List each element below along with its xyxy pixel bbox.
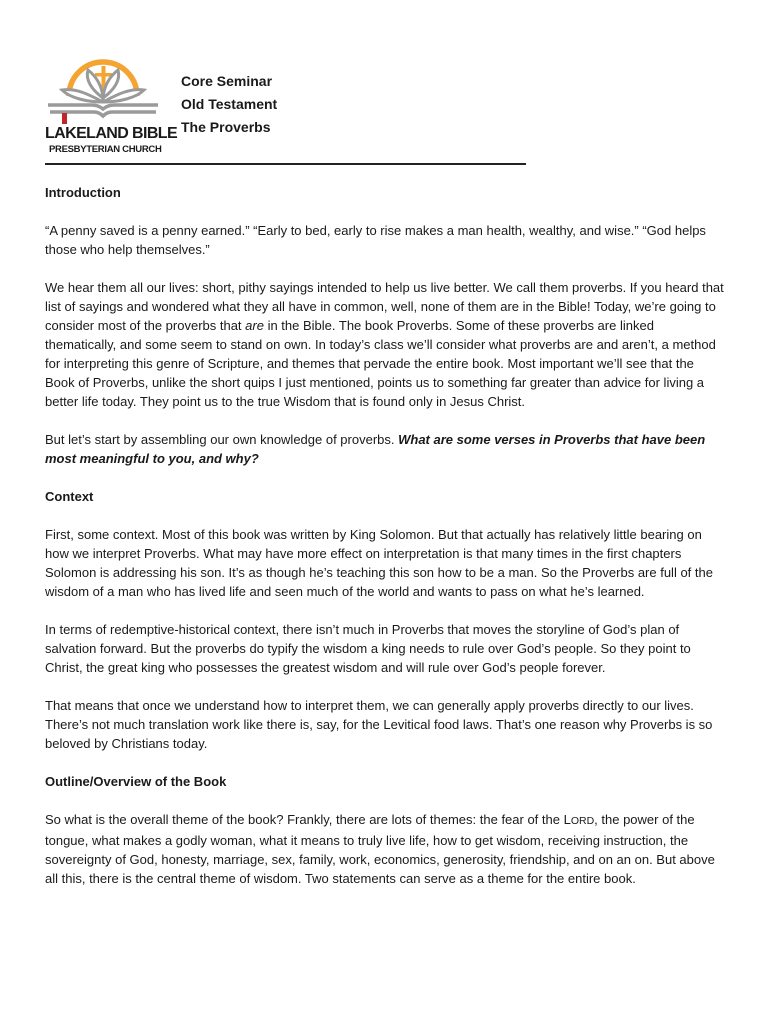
outline-paragraph-1 [45,810,725,888]
logo-emblem-icon [36,36,171,126]
title-testament: Old Testament [181,96,278,112]
intro-p2-text-b: in the Bible. The book Proverbs. Some of these proverbs are linked thematically, and some seem to stand on own. In today’s class we’ll consider what proverbs are and aren’t, a method for interpreting this genre of Scripture, and themes that pervade the entire book. Most important we’ll see that the Book of Proverbs, unlike the short quips I just mentioned, points us to something far greater than advice for living a better life today. They point us to the true Wisdom that is found only in Jesus Christ. [45,318,716,409]
heading-introduction: Introduction [45,185,121,200]
intro-p2-text-a: We hear them all our lives: short, pithy sayings intended to help us live better. We call them proverbs. If you heard that list of sayings and wondered what they all have in common, well, none of them are in the Bible! Today, we’re going to consider most of the proverbs that [45,280,724,333]
heading-context: Context [45,489,94,504]
document-header [36,36,536,156]
context-paragraph-3: That means that once we understand how to interpret them, we can generally apply proverbs directly to our lives. There’s not much translation work like there is, say, for the Levitical food laws. That’s one reason why Proverbs is so beloved by Christians today. [45,698,713,751]
title-course: Core Seminar [181,73,273,89]
title-book: The Proverbs [181,119,271,135]
context-paragraph-2: In terms of redemptive-historical context, there isn’t much in Proverbs that moves the storyline of God’s plan of salvation forward. But the proverbs do typify the wisdom a king needs to rule over God’s people. So they point to Christ, the great king who possesses the greatest wisdom and will rule over God’s people forever. [45,622,691,675]
intro-p3-text: But let’s start by assembling our own knowledge of proverbs. [45,432,399,447]
discussion-question: What are some verses in Proverbs that have been most meaningful to you, and why? [45,432,706,466]
intro-p2-emphasis: are [245,318,264,333]
outline-p1-text-a: So what is the overall theme of the book? Frankly, there are lots of themes: the fear of the L [45,812,571,827]
document-body [45,183,725,907]
intro-paragraph-3 [45,430,725,468]
intro-paragraph-2 [45,278,725,411]
logo-subtitle: PRESBYTERIAN CHURCH [49,144,162,155]
document-titles [181,70,277,139]
intro-paragraph-1: “A penny saved is a penny earned.” “Early to bed, early to rise makes a man health, wealthy, and wise.” “God helps those who help themselves.” [45,223,706,257]
heading-outline: Outline/Overview of the Book [45,774,227,789]
context-paragraph-1: First, some context. Most of this book was written by King Solomon. But that actually has relatively little bearing on how we interpret Proverbs. What may have more effect on interpretation is that many times in the first chapters Solomon is addressing his son. It’s as though he’s teaching this son how to be a man. So the Proverbs are full of the wisdom of a man who has lived life and seen much of the world and wants to pass on what he’s learned. [45,527,713,599]
church-logo [36,36,178,161]
logo-title: LAKELAND BIBLE [45,125,178,142]
outline-p1-smallcaps: ORD [570,815,595,827]
outline-p1-text-b: , the power of the tongue, what makes a godly woman, what it means to truly live life, how to get wisdom, receiving instruction, the sovereignty of God, honesty, marriage, sex, family, work, economics, generosity, friendship, and on an on. But above all this, there is the central theme of wisdom. Two statements can serve as a theme for the entire book. [45,812,715,886]
header-divider [45,163,526,165]
